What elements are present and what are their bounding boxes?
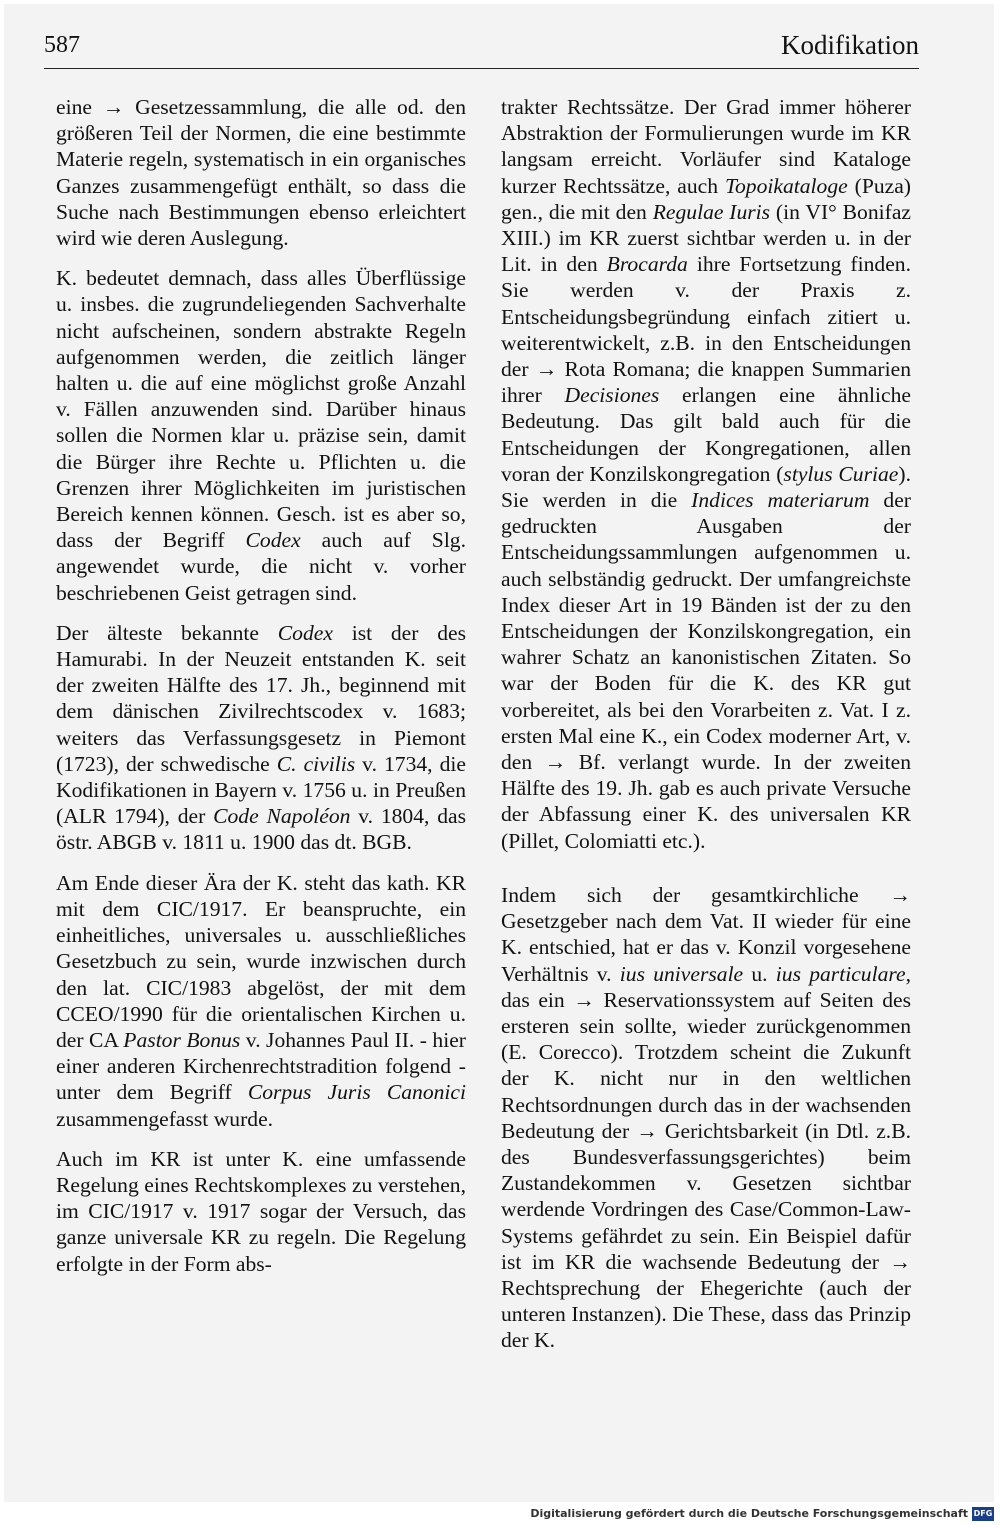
paragraph: Der älteste bekannte Codex ist der des Hamurabi. In der Neuzeit entstanden K. seit der zweiten Hälfte des 17. Jh., beginnend mit dem dänischen Zivilrechtscodex v. 1683; weiters das Verfassungsgesetz in Piemont (1723), der schwedische C. civilis v. 1734, die Kodifikationen in Bayern v. 1756 u. in Preußen (ALR 1794), der Code Napoléon v. 1804, das östr. ABGB v. 1811 u. 1900 das dt. BGB.	[56, 620, 466, 855]
paragraph: eine → Gesetzessammlung, die alle od. den größeren Teil der Normen, die eine bestimmte Materie regeln, systematisch in ein organisches Ganzes zusammengefügt enthält, so dass die Suche nach Bestimmungen ebenso erleichtert wird wie deren Auslegung.	[56, 95, 466, 251]
dfg-credit-text: Digitalisierung gefördert durch die Deutsche Forschungsgemeinschaft	[530, 1507, 968, 1520]
scanned-page	[4, 4, 994, 1502]
paragraph: trakter Rechtssätze. Der Grad immer höherer Abstraktion der Formulierungen wurde im KR langsam erreicht. Vorläufer sind Kataloge kurzer Rechtssätze, auch Topoikataloge (Puza) gen., die mit den Regulae Iuris (in VI° Bonifaz XIII.) im KR zuerst sichtbar werden u. in der Lit. in den Brocarda ihre Fortsetzung finden. Sie werden v. der Praxis z. Entscheidungsbegründung einfach zitiert u. weiterentwickelt, z.B. in den Entscheidungen der → Rota Romana; die knappen Summarien ihrer Decisiones erlangen eine ähnliche Bedeutung. Das gilt bald auch für die Entscheidungen der Kongregationen, allen voran der Konzilskongregation (stylus Curiae). Sie werden in die Indices materiarum der gedruckten Ausgaben der Entscheidungssammlungen aufgenommen u. auch selbständig gedruckt. Der umfangreichste Index dieser Art in 19 Bänden ist der zu den Entscheidungen der Konzilskongregation, ein wahrer Schatz an kanonistischen Zitaten. So war der Boden für die K. des KR gut vorbereitet, als bei den Vorarbeiten z. Vat. I z. ersten Mal eine K., ein Codex moderner Art, v. den → Bf. verlangt wurde. In der zweiten Hälfte des 19. Jh. gab es auch private Versuche der Abfassung einer K. des universalen KR (Pillet, Colomiatti etc.).	[501, 95, 911, 853]
paragraph: Auch im KR ist unter K. eine umfassende Regelung eines Rechtskomplexes zu verstehen, im CIC/1917 v. 1917 sogar der Versuch, das ganze universale KR zu regeln. Die Regelung erfolgte in der Form abs-	[56, 1146, 466, 1276]
paragraph: Am Ende dieser Ära der K. steht das kath. KR mit dem CIC/1917. Er beanspruchte, ein einheitliches, universales u. ausschließliches Gesetzbuch zu sein, wurde inzwischen durch den lat. CIC/1983 abgelöst, der mit dem CCEO/1990 für die orientalischen Kirchen u. der CA Pastor Bonus v. Johannes Paul II. - hier einer anderen Kirchenrechtstradition folgend - unter dem Begriff Corpus Juris Canonici zusammengefasst wurde.	[56, 870, 466, 1131]
digitization-footer	[0, 1502, 1000, 1525]
paragraph: K. bedeutet demnach, dass alles Überflüssige u. insbes. die zugrundeliegenden Sachverhalte nicht aufscheinen, sondern abstrakte Regeln aufgenommen werden, die zeitlich länger halten u. die auf eine möglichst große Anzahl v. Fällen anzuwenden sind. Darüber hinaus sollen die Normen klar u. präzise sein, damit die Bürger ihre Rechte u. Pflichten u. die Grenzen ihrer Möglichkeiten im juristischen Bereich kennen können. Gesch. ist es aber so, dass der Begriff Codex auch auf Slg. angewendet wurde, die nicht v. vorher beschriebenen Geist getragen sind.	[56, 266, 467, 605]
page-number: 587	[44, 32, 80, 58]
dfg-logo: DFG	[972, 1507, 994, 1521]
running-title: Kodifikation	[781, 30, 919, 60]
right-column	[501, 94, 911, 1368]
left-column	[56, 94, 466, 1291]
page-header	[44, 28, 919, 69]
paragraph: Indem sich der gesamtkirchliche → Gesetzgeber nach dem Vat. II wieder für eine K. entschied, hat er das v. Konzil vorgesehene Verhältnis v. ius universale u. ius particulare, das ein → Reservationssystem auf Seiten des ersteren sein sollte, wieder zurückgenommen (E. Corecco). Trotzdem scheint die Zukunft der K. nicht nur in den weltlichen Rechtsordnungen durch das in der wachsenden Bedeutung der → Gerichtsbarkeit (in Dtl. z.B. des Bundesverfassungsgerichtes) beim Zustandekommen v. Gesetzen sichtbar werdende Vordringen des Case/Common-Law-Systems gefährdet zu sein. Ein Beispiel dafür ist im KR die wachsende Bedeutung der → Rechtsprechung der Ehegerichte (auch der unteren Instanzen). Die These, dass das Prinzip der K.	[501, 882, 911, 1353]
